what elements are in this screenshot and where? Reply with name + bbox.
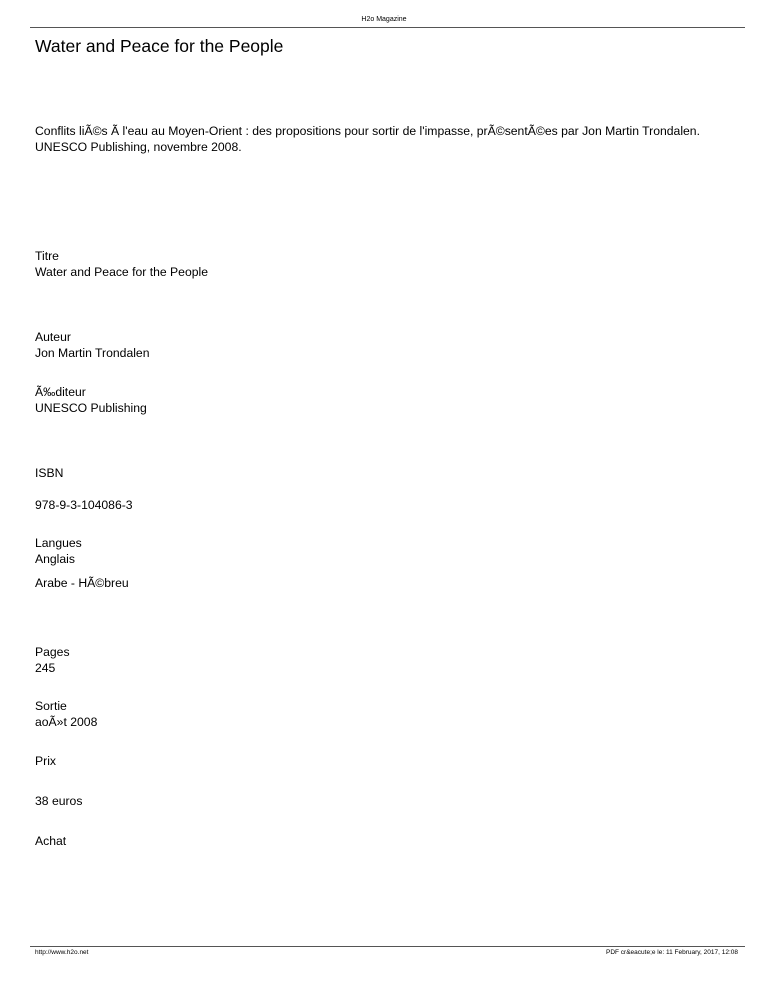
footer-divider xyxy=(30,946,745,947)
page-header: H2o Magazine xyxy=(361,16,407,23)
pages-label: Pages xyxy=(35,645,70,659)
footer-url: http://www.h2o.net xyxy=(35,949,89,956)
langues-value-1: Anglais xyxy=(35,552,75,566)
sortie-value: aoÃ»t 2008 xyxy=(35,715,98,729)
intro-line-2: UNESCO Publishing, novembre 2008. xyxy=(35,140,242,154)
langues-label: Langues xyxy=(35,536,82,550)
header-divider xyxy=(30,27,745,28)
sortie-label: Sortie xyxy=(35,699,67,713)
auteur-value: Jon Martin Trondalen xyxy=(35,346,150,360)
titre-label: Titre xyxy=(35,249,59,263)
isbn-label: ISBN xyxy=(35,466,64,480)
isbn-value: 978-9-3-104086-3 xyxy=(35,498,133,512)
achat-label: Achat xyxy=(35,834,67,848)
prix-label: Prix xyxy=(35,754,56,768)
langues-value-2: Arabe - HÃ©breu xyxy=(35,576,129,590)
editeur-label: Ã‰diteur xyxy=(35,385,86,399)
pages-value: 245 xyxy=(35,661,56,675)
editeur-value: UNESCO Publishing xyxy=(35,401,147,415)
titre-value: Water and Peace for the People xyxy=(35,265,208,279)
page-title: Water and Peace for the People xyxy=(35,36,284,56)
auteur-label: Auteur xyxy=(35,330,71,344)
prix-value: 38 euros xyxy=(35,794,83,808)
footer-created-date: PDF cr&eacute;e le: 11 February, 2017, 12:08 xyxy=(606,949,738,956)
intro-line-1: Conflits liÃ©s Ã l'eau au Moyen-Orient : des propositions pour sortir de l'impasse, prÃ©sentÃ©es par Jon Martin Trondalen. xyxy=(35,124,700,138)
